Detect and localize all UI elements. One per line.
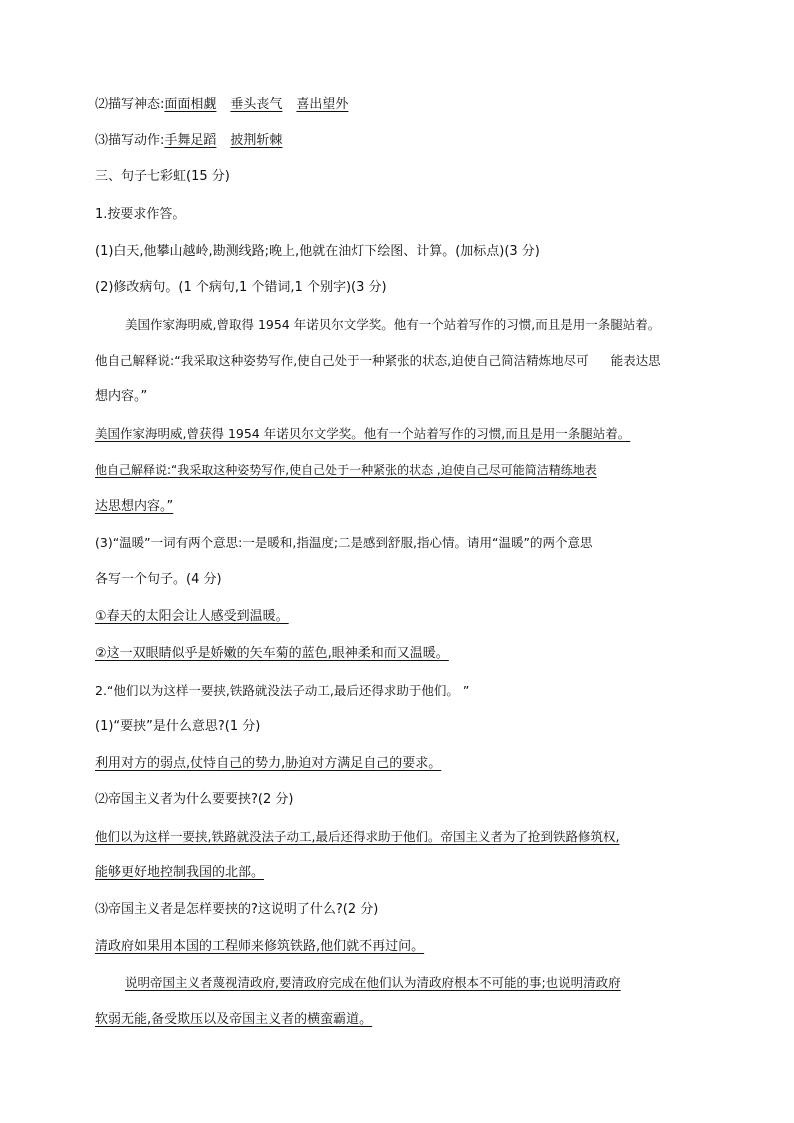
answer-line: 利用对方的弱点,仗恃自己的势力,胁迫对方满足自己的要求。 (95, 756, 442, 771)
question-text: 各写一个句子。(4 分) (95, 572, 222, 587)
answer-line: 他们以为这样一要挟,铁路就没法子动工,最后还得求助于他们。帝国主义者为了抢到铁路修筑权, (95, 829, 620, 844)
original-passage-part: 他自己解释说:“我采取这种姿势写作,使自己处于一种紧张的状态,迫使自己简洁精炼地尽可 (95, 353, 589, 368)
answer-word: 手舞足蹈 (164, 133, 217, 148)
describe-expression-line (95, 96, 348, 114)
describe-action-prefix: ⑶描写动作: (95, 133, 165, 148)
answer-word: 垂头丧气 (230, 97, 283, 112)
question-text: ⑶帝国主义者是怎样要挟的?这说明了什么?(2 分) (95, 902, 379, 917)
answer-line: 美国作家海明威,曾获得 1954 年诺贝尔文学奖。他有一个站着写作的习惯,而且是用一条腿站着。 (95, 426, 631, 441)
original-passage-line: 美国作家海明威,曾取得 1954 年诺贝尔文学奖。他有一个站着写作的习惯,而且是用一条腿站着。 (125, 317, 661, 332)
answer-line: 他自己解释说:“我采取这种姿势写作,使自己处于一种紧张的状态 ,迫使自己尽可能简洁精练地表 (95, 463, 597, 477)
describe-action-line (95, 132, 282, 150)
answer-line: 说明帝国主义者蔑视清政府,要清政府完成在他们认为清政府根本不可能的事;也说明清政府 (125, 975, 621, 990)
question-title: 1.按要求作答。 (95, 207, 186, 222)
question-text: (1)“要挟”是什么意思?(1 分) (95, 719, 261, 734)
question-text: ⑵帝国主义者为什么要要挟?(2 分) (95, 792, 294, 807)
question-title: 2.“他们以为这样一要挟,铁路就没法子动工,最后还得求助于他们。 ” (95, 683, 470, 698)
answer-word: 喜出望外 (296, 97, 349, 112)
answer-line: ①春天的太阳会让人感受到温暖。 (95, 609, 289, 624)
question-text: (3)“温暖”一词有两个意思:一是暖和,指温度;二是感到舒服,指心情。请用“温暖”的两个意思 (95, 535, 593, 550)
section-heading: 三、句子七彩虹(15 分) (95, 169, 230, 184)
answer-line: 能够更好地控制我国的北部。 (95, 865, 265, 880)
describe-expression-prefix: ⑵描写神态: (95, 97, 165, 112)
question-text: (1)白天,他攀山越岭,勘测线路;晚上,他就在油灯下绘图、计算。(加标点)(3 分) (95, 244, 540, 259)
answer-line: 清政府如果用本国的工程师来修筑铁路,他们就不再过问。 (95, 939, 425, 954)
original-passage-part: 能表达思 (610, 353, 661, 368)
original-passage-line (95, 352, 661, 370)
question-text: (2)修改病句。(1 个病句,1 个错词,1 个别字)(3 分) (95, 280, 387, 295)
answer-line: 软弱无能,备受欺压以及帝国主义者的横蛮霸道。 (95, 1012, 373, 1027)
answer-word: 披荆斩棘 (230, 133, 283, 148)
answer-line: 达思想内容。” (95, 499, 174, 514)
original-passage-line: 想内容。” (95, 389, 148, 404)
answer-line: ②这一双眼睛似乎是娇嫩的矢车菊的蓝色,眼神柔和而又温暖。 (95, 646, 449, 661)
answer-word: 面面相觑 (164, 97, 217, 112)
